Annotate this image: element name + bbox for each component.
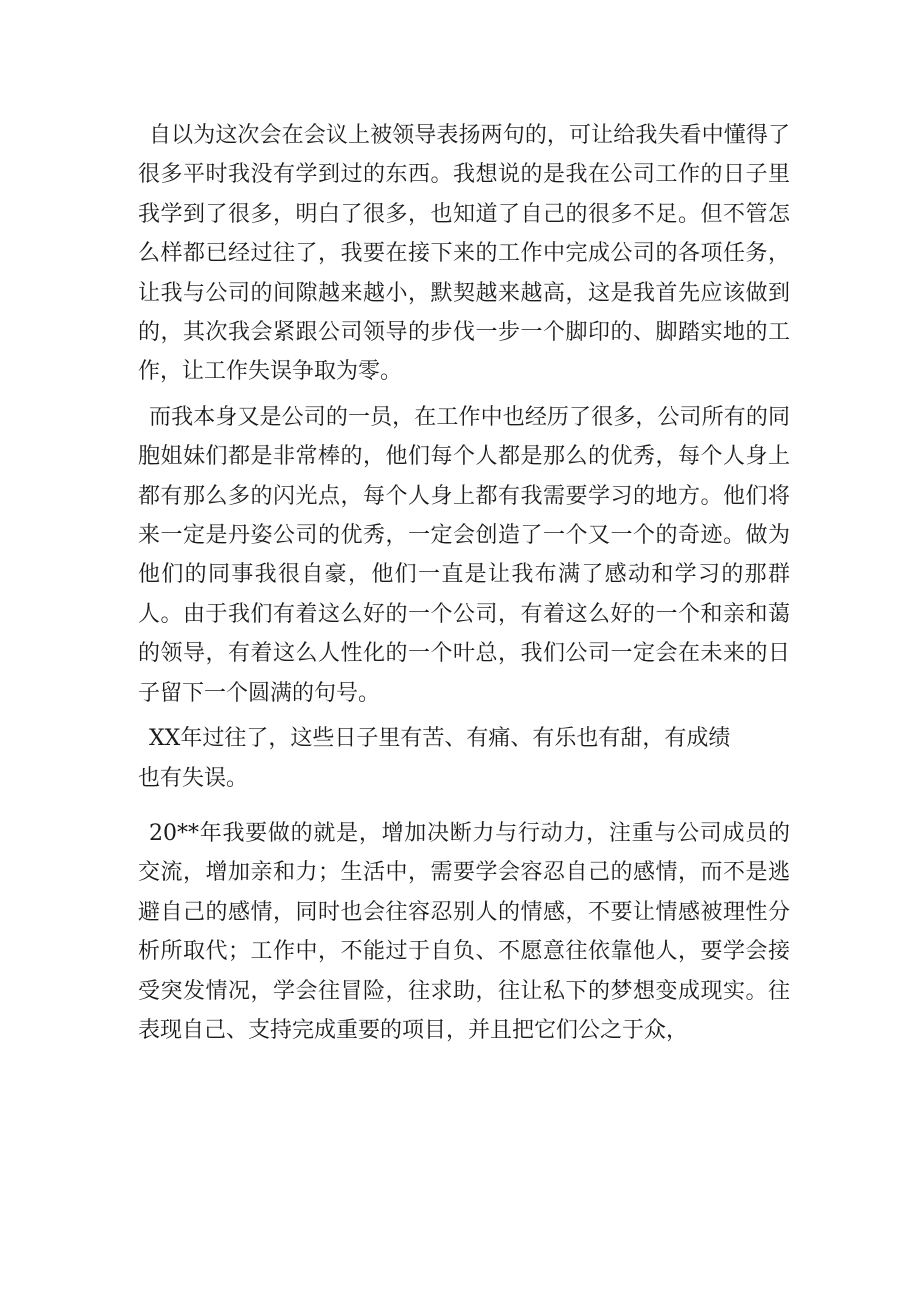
paragraph-3: XX年过往了，这些日子里有苦、有痛、有乐也有甜，有成绩也有失误。 bbox=[138, 726, 731, 791]
paragraph-gap bbox=[138, 798, 790, 814]
paragraph-2: 而我本身又是公司的一员，在工作中也经历了很多，公司所有的同胞姐妹们都是非常棒的，他们每个人都是那么的优秀，每个人身上都有那么多的闪光点，每个人身上都有我需要学习的地方。他们将来一定是丹姿公司的优秀，一定会创造了一个又一个的奇迹。做为他们的同事我很自豪，他们一直是让我布满了感动和学习的那群人。由于我们有着这么好的一个公司，有着这么好的一个和亲和蔼的领导，有着这么人性化的一个叶总，我们公司一定会在未来的日子留下一个圆满的句号。 bbox=[138, 404, 790, 706]
paragraph-1: 自以为这次会在会议上被领导表扬两句的，可让给我失看中懂得了很多平时我没有学到过的东西。我想说的是我在公司工作的日子里我学到了很多，明白了很多，也知道了自己的很多不足。但不管怎么样都已经过往了，我要在接下来的工作中完成公司的各项任务，让我与公司的间隙越来越小，默契越来越高，这是我首先应该做到的，其次我会紧跟公司领导的步伐一步一个脚印的、脚踏实地的工作，让工作失误争取为零。 bbox=[138, 123, 790, 385]
document-body bbox=[138, 116, 790, 1050]
paragraph-4: 20**年我要做的就是，增加决断力与行动力，注重与公司成员的交流，增加亲和力；生活中，需要学会容忍自己的感情，而不是逃避自己的感情，同时也会往容忍别人的情感，不要让情感被理性分析所取代；工作中，不能过于自负、不愿意往依靠他人，要学会接受突发情况，学会往冒险，往求助，往让私下的梦想变成现实。往表现自己、支持完成重要的项目，并且把它们公之于众， bbox=[138, 820, 790, 1043]
